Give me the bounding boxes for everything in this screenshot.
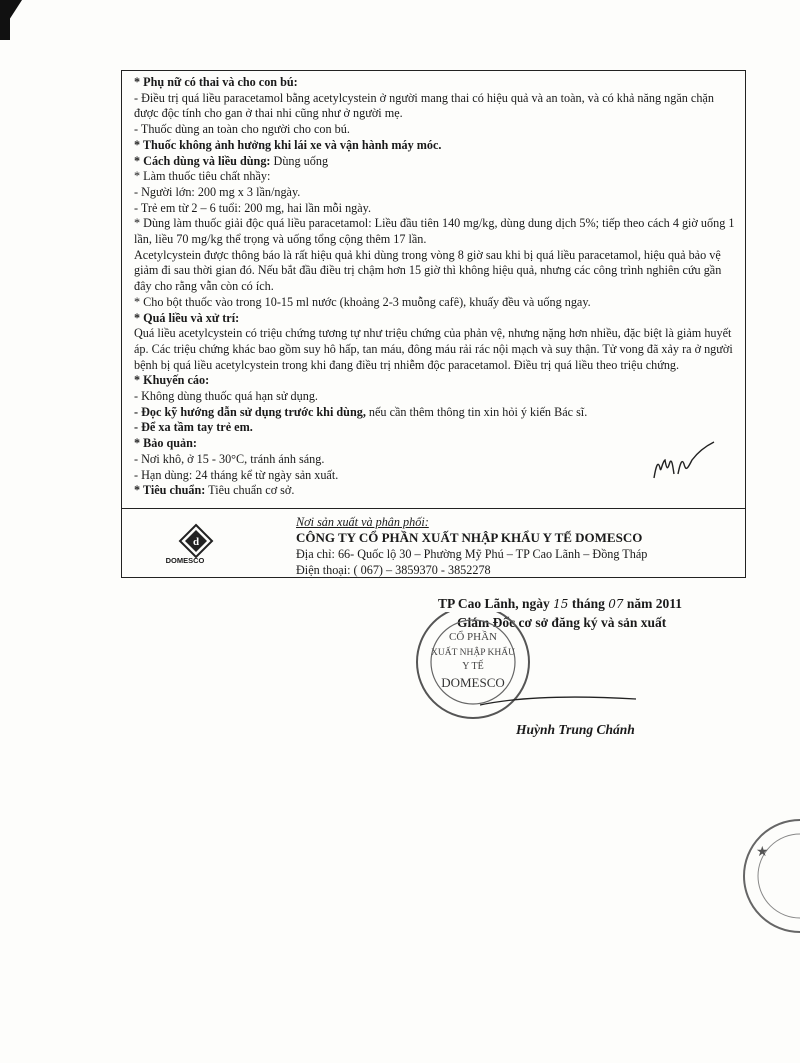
scan-corner-edge bbox=[0, 0, 10, 40]
paragraph bbox=[134, 420, 736, 436]
manufacturer-block bbox=[296, 514, 647, 578]
paragraph bbox=[134, 138, 736, 154]
paragraph-text: * Khuyến cáo: bbox=[134, 373, 210, 388]
paragraph-text: * Làm thuốc tiêu chất nhầy: bbox=[134, 169, 271, 184]
paragraph bbox=[134, 326, 736, 373]
stamp-line1: CỔ PHẦN bbox=[449, 631, 497, 643]
paragraph-text: - Thuốc dùng an toàn cho người cho con bú. bbox=[134, 122, 350, 137]
paragraph-text: * Thuốc không ảnh hưởng khi lái xe và vận hành máy móc. bbox=[134, 137, 442, 152]
paragraph bbox=[134, 436, 736, 452]
stamp-line2: XUẤT NHẬP KHẨU bbox=[431, 648, 515, 658]
paragraph-text: * Dùng làm thuốc giải độc quá liều paracetamol: Liều đầu tiên 140 mg/kg, dùng dung dịch 5%; tiếp theo cách 4 giờ uống 1 lần, liều 70 mg/kg thể trọng và uống tổng cộng thêm 17 lần. bbox=[134, 216, 735, 247]
manufacturer-phone: Điện thoại: ( 067) – 3859370 - 3852278 bbox=[296, 563, 491, 577]
paragraph bbox=[134, 75, 736, 91]
month-label: tháng bbox=[571, 596, 605, 611]
paragraph bbox=[134, 405, 736, 421]
paragraph bbox=[134, 311, 736, 327]
paragraph bbox=[134, 154, 736, 170]
paragraph-text: - Đọc kỹ hướng dẫn sử dụng trước khi dùng, bbox=[134, 404, 366, 419]
date-day: 15 bbox=[553, 597, 569, 611]
paragraph-text: - Trẻ em từ 2 – 6 tuổi: 200 mg, hai lần mỗi ngày. bbox=[134, 200, 372, 215]
paragraph-text: * Bảo quản: bbox=[134, 436, 197, 451]
paragraph-text: - Để xa tầm tay trẻ em. bbox=[134, 420, 253, 435]
paragraph-rest: Dùng uống bbox=[270, 153, 329, 168]
paragraph-rest: Tiêu chuẩn cơ sở. bbox=[205, 483, 295, 498]
manufacturer-heading: Nơi sản xuất và phân phối: bbox=[296, 515, 429, 529]
paragraph-text: Acetylcystein được thông báo là rất hiệu quả khi dùng trong vòng 8 giờ sau khi bị quá liều paracetamol, hiệu quả bảo vệ giảm đi sau thời gian đó. Nếu bắt đầu điều trị chậm hơn 15 giờ thì không hiệu quả, nhưng các công trình nghiên cứu gần đây cho rằng vẫn còn có ích. bbox=[134, 247, 722, 294]
company-stamp-icon bbox=[398, 612, 570, 724]
paragraph-text: * Quá liều và xử trí: bbox=[134, 310, 240, 325]
logo-text: DOMESCO bbox=[165, 556, 205, 565]
divider bbox=[122, 508, 745, 509]
paragraph bbox=[134, 389, 736, 405]
paragraph-text: - Điều trị quá liều paracetamol bằng acetylcystein ở người mang thai có hiệu quả và an toàn, và có khả năng ngăn chặn được độc tính cho gan ở thai nhi cũng như ở người mẹ. bbox=[134, 90, 714, 121]
place-date-line bbox=[438, 596, 682, 612]
stamp-line3: Y TẾ bbox=[462, 661, 484, 672]
paragraph bbox=[134, 295, 736, 311]
signature-stroke-icon bbox=[478, 693, 638, 707]
manufacturer-address: Địa chỉ: 66- Quốc lộ 30 – Phường Mỹ Phú – TP Cao Lãnh – Đồng Tháp bbox=[296, 547, 648, 561]
leaflet-content bbox=[134, 75, 736, 499]
paragraph-text: * Cách dùng và liều dùng: bbox=[134, 153, 271, 168]
handwritten-initials-icon bbox=[648, 438, 718, 488]
paragraph bbox=[134, 91, 736, 122]
paragraph bbox=[134, 483, 736, 499]
paragraph bbox=[134, 122, 736, 138]
year-label: năm 2011 bbox=[626, 596, 683, 611]
partial-stamp-icon bbox=[712, 816, 800, 936]
signer-name: Huỳnh Trung Chánh bbox=[516, 722, 635, 737]
paragraph bbox=[134, 373, 736, 389]
paragraph bbox=[134, 169, 736, 185]
paragraph bbox=[134, 185, 736, 201]
paragraph bbox=[134, 468, 736, 484]
leaflet-box bbox=[121, 70, 746, 578]
paragraph bbox=[134, 216, 736, 247]
manufacturer-company: CÔNG TY CỔ PHẦN XUẤT NHẬP KHẨU Y TẾ DOMESCO bbox=[296, 530, 643, 545]
director-title: Giám Đốc cơ sở đăng ký và sản xuất bbox=[457, 615, 667, 630]
paragraph bbox=[134, 452, 736, 468]
paragraph-text: - Không dùng thuốc quá hạn sử dụng. bbox=[134, 389, 318, 404]
paragraph bbox=[134, 248, 736, 295]
paragraph-text: * Tiêu chuẩn: bbox=[134, 483, 206, 498]
paragraph-text: Quá liều acetylcystein có triệu chứng tương tự như triệu chứng của phản vệ, nhưng nặng hơn nhiều, đặc biệt là giảm huyết áp. Các triệu chứng khác bao gồm suy hô hấp, tan máu, đông máu rải rác nội mạch và suy thận. Tử vong đã xảy ra ở người bệnh bị quá liều acetylcystein trong khi đang điều trị nhiễm độc paracetamol. Điều trị quá liều theo triệu chứng. bbox=[134, 326, 733, 372]
svg-text:★: ★ bbox=[756, 844, 769, 860]
stamp-line4: DOMESCO bbox=[441, 675, 505, 690]
paragraph-text: - Nơi khô, ở 15 - 30°C, tránh ánh sáng. bbox=[134, 451, 325, 466]
svg-text:d: d bbox=[192, 536, 200, 548]
place-date-prefix: TP Cao Lãnh, ngày bbox=[438, 596, 550, 611]
paragraph-text: - Người lớn: 200 mg x 3 lần/ngày. bbox=[134, 184, 301, 199]
date-month: 07 bbox=[608, 597, 624, 611]
paragraph-text: - Hạn dùng: 24 tháng kể từ ngày sản xuất. bbox=[134, 467, 339, 482]
paragraph-rest: nếu cần thêm thông tin xin hỏi ý kiến Bác sĩ. bbox=[365, 404, 588, 419]
paragraph-text: * Phụ nữ có thai và cho con bú: bbox=[134, 75, 298, 89]
paragraph-text: * Cho bột thuốc vào trong 10-15 ml nước (khoảng 2-3 muỗng cafê), khuấy đều và uống ngay. bbox=[134, 294, 591, 309]
paragraph bbox=[134, 201, 736, 217]
